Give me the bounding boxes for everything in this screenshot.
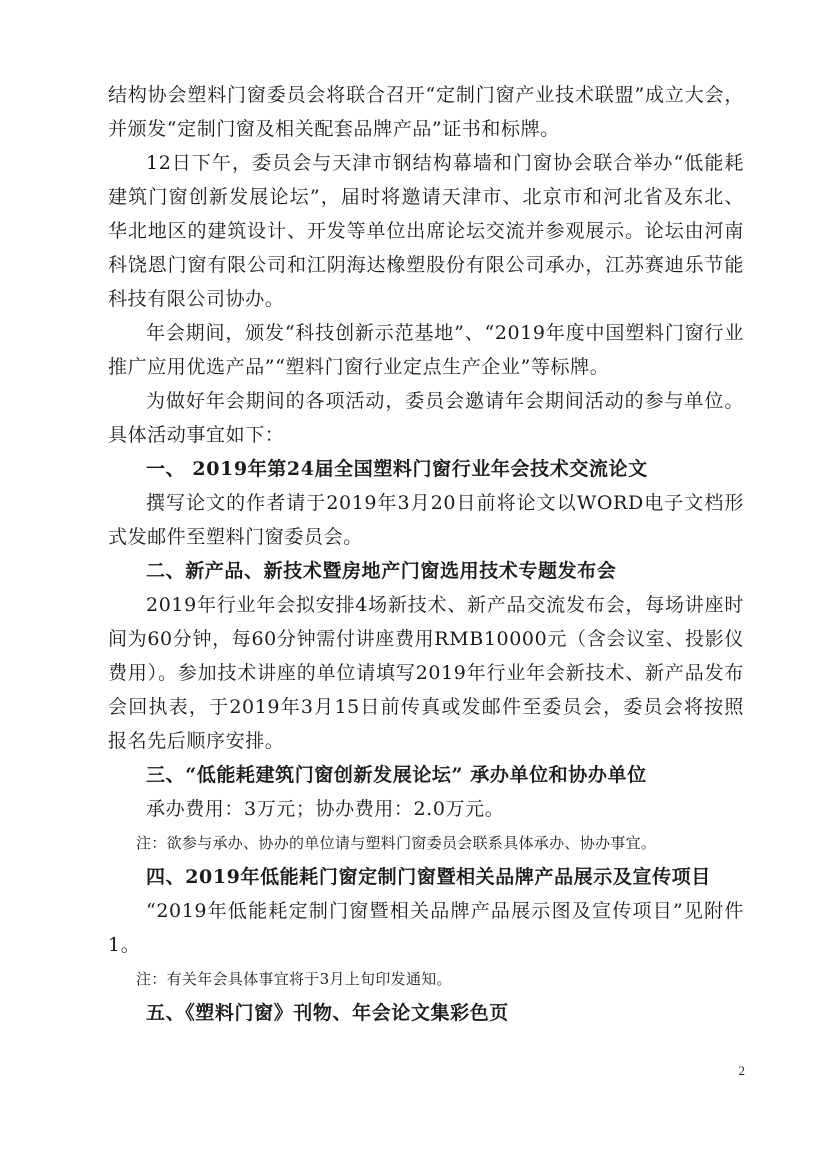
paragraph-forum: 12日下午，委员会与天津市钢结构幕墙和门窗协会联合举办“低能耗建筑门窗创新发展论坛”，届时将邀请天津市、北京市和河北省及东北、华北地区的建筑设计、开发等单位出席论坛交流并参观展示。论坛由河南科饶恩门窗有限公司和江阴海达橡塑股份有限公司承办，江苏赛迪乐节能科技有限公司协办。 bbox=[108, 152, 744, 310]
section-1-body: 撰写论文的作者请于2019年3月20日前将论文以WORD电子文档形式发邮件至塑料门窗委员会。 bbox=[108, 492, 744, 548]
section-2-body: 2019年行业年会拟安排4场新技术、新产品交流发布会，每场讲座时间为60分钟，每60分钟需付讲座费用RMB10000元（含会议室、投影仪费用）。参加技术讲座的单位请填写2019年行业年会新技术、新产品发布会回执表，于2019年3月15日前传真或发邮件至委员会，委员会将按照报名先后顺序安排。 bbox=[108, 594, 744, 752]
section-4-title: 四、2019年低能耗门窗定制门窗暨相关品牌产品展示及宣传项目 bbox=[146, 866, 711, 888]
section-3-note: 注：欲参与承办、协办的单位请与塑料门窗委员会联系具体承办、协办事宜。 bbox=[136, 834, 657, 852]
section-2-title: 二、新产品、新技术暨房地产门窗选用技术专题发布会 bbox=[146, 560, 617, 582]
paragraph-awards: 年会期间，颁发“科技创新示范基地”、“2019年度中国塑料门窗行业推广应用优选产品”“塑料门窗行业定点生产企业”等标牌。 bbox=[108, 322, 744, 378]
section-3-title: 三、“低能耗建筑门窗创新发展论坛” 承办单位和协办单位 bbox=[146, 764, 647, 786]
paragraph-alliance: 结构协会塑料门窗委员会将联合召开“定制门窗产业技术联盟”成立大会，并颁发“定制门窗及相关配套品牌产品”证书和标牌。 bbox=[108, 84, 744, 140]
section-5-title: 五、《塑料门窗》刊物、年会论文集彩色页 bbox=[146, 1002, 509, 1024]
document-body bbox=[108, 78, 744, 1030]
paragraph-invitation: 为做好年会期间的各项活动，委员会邀请年会期间活动的参与单位。具体活动事宜如下： bbox=[108, 390, 744, 446]
section-3-body: 承办费用：3万元；协办费用：2.0万元。 bbox=[146, 798, 505, 820]
page-number: 2 bbox=[738, 1063, 745, 1078]
section-1-title: 一、 2019年第24届全国塑料门窗行业年会技术交流论文 bbox=[146, 458, 648, 480]
section-4-note: 注：有关年会具体事宜将于3月上旬印发通知。 bbox=[136, 970, 452, 988]
section-4-body: “2019年低能耗定制门窗暨相关品牌产品展示图及宣传项目”见附件1。 bbox=[108, 900, 744, 956]
